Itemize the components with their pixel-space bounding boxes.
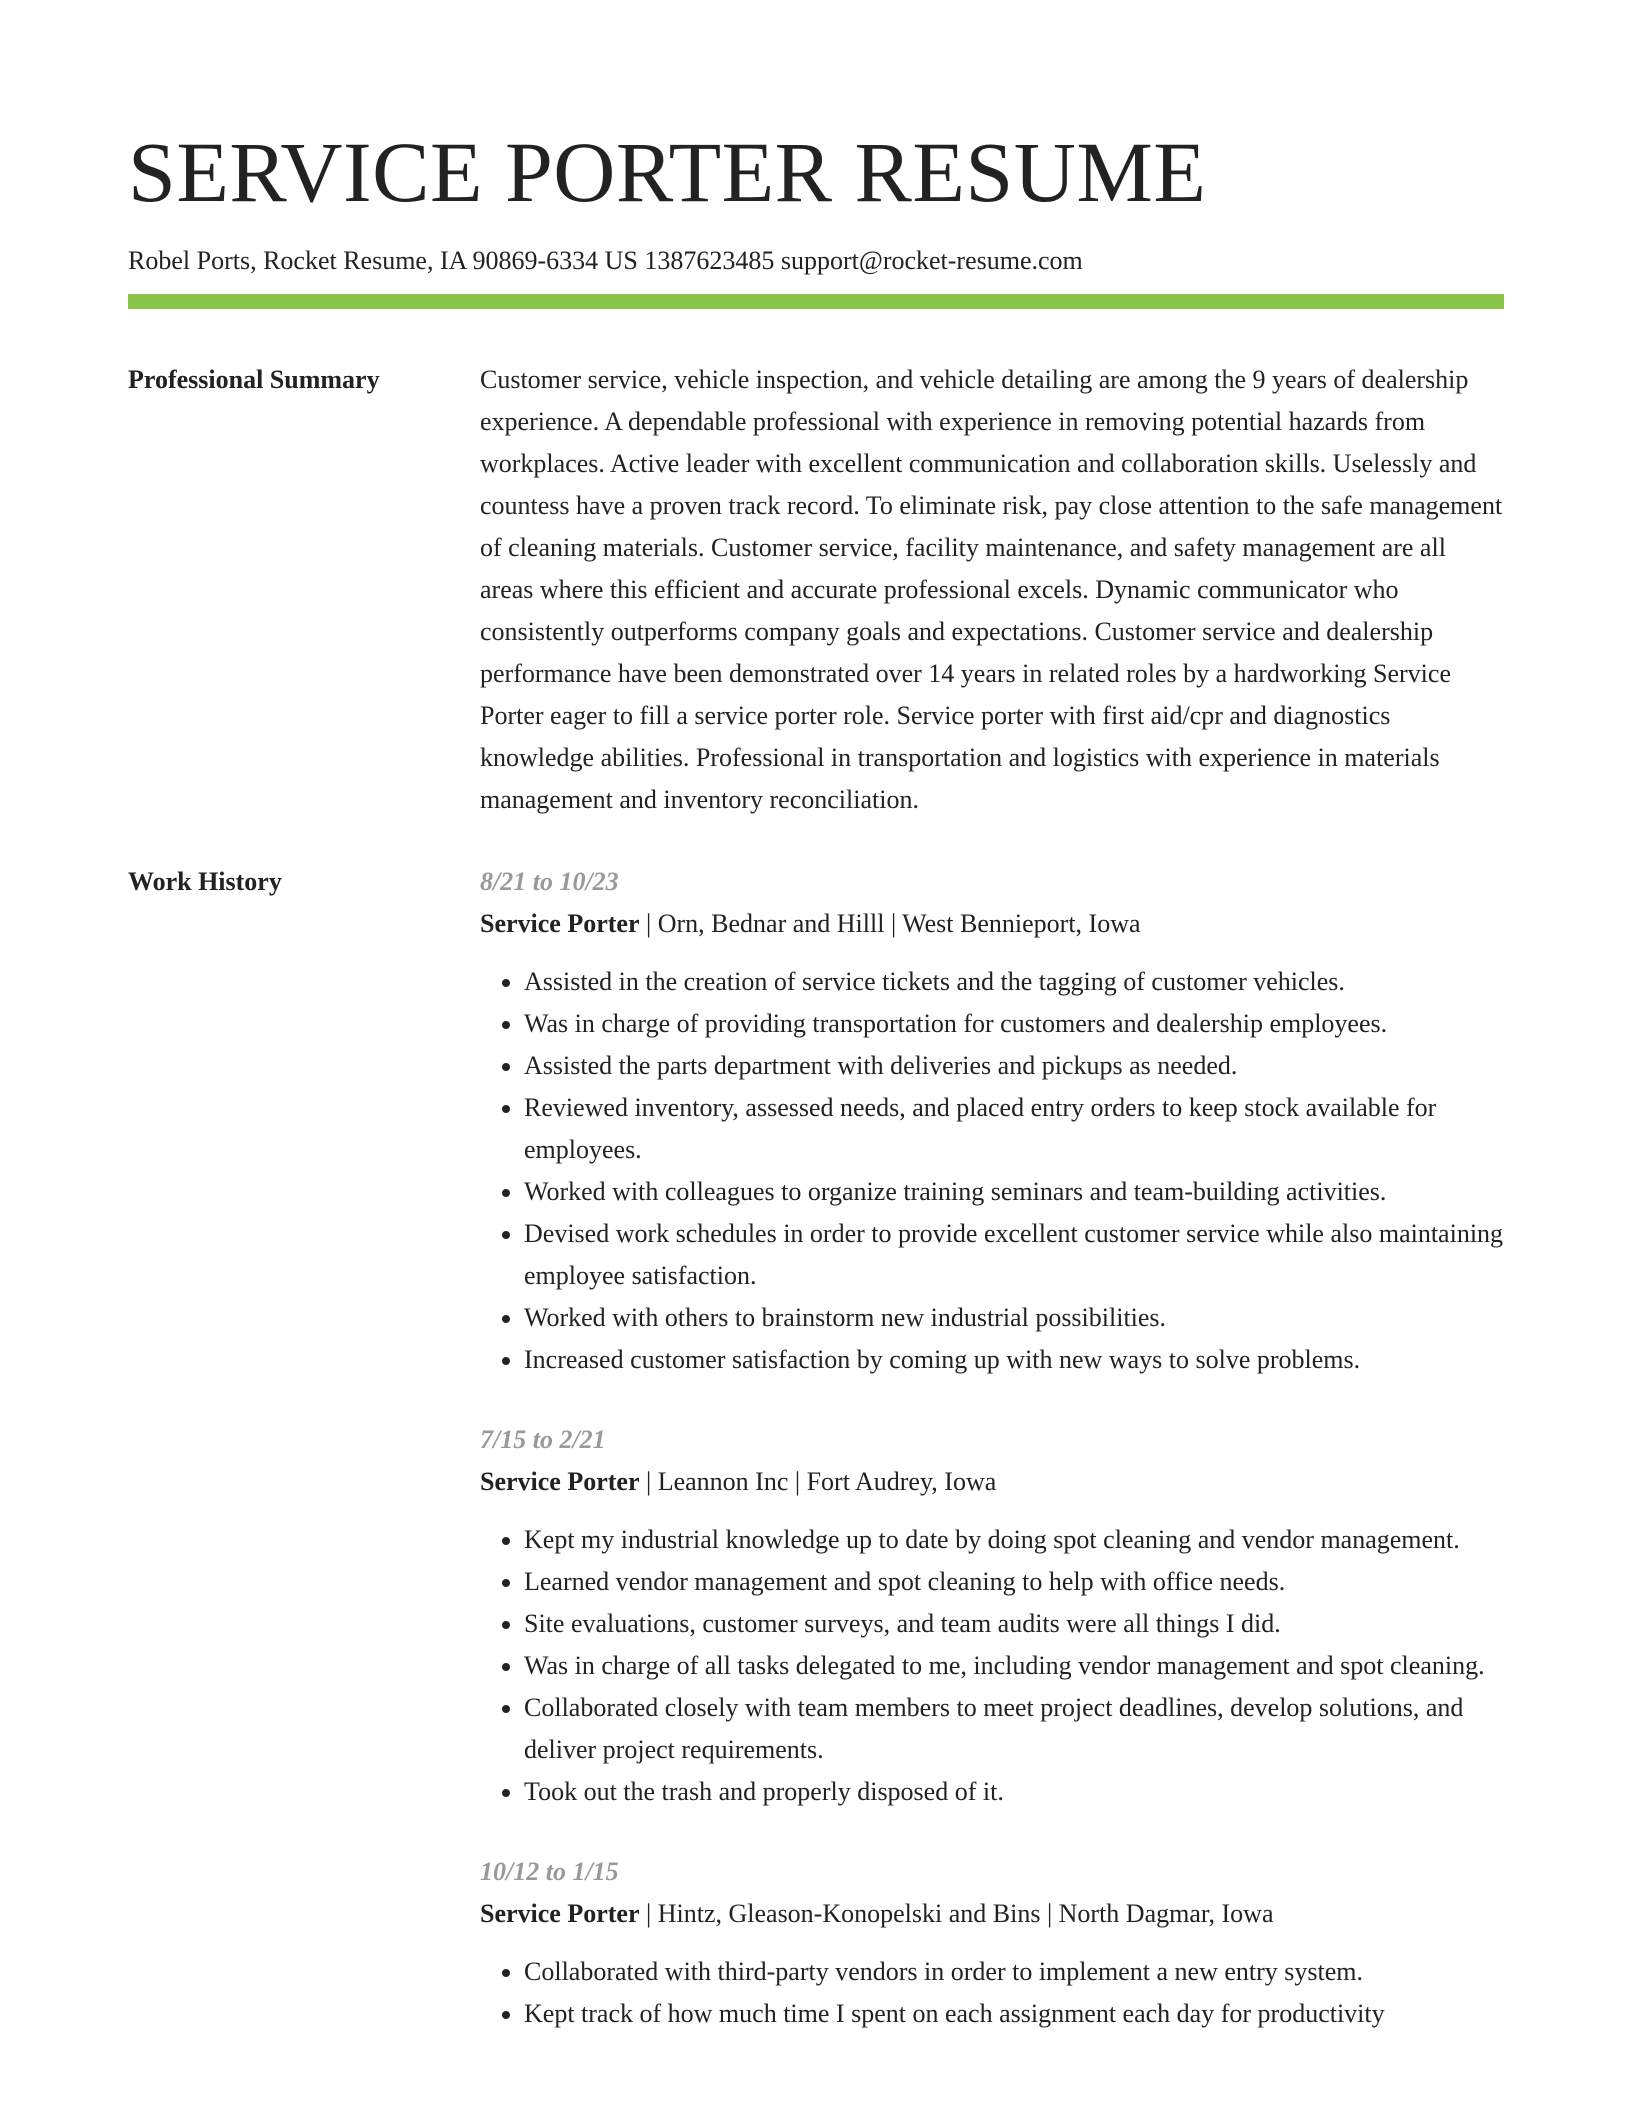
job-bullet-item: • Assisted the parts department with deliveries and pickups as needed.: [524, 1045, 1504, 1087]
job-dates: 8/21 to 10/23: [480, 867, 619, 896]
job-bullet-item: • Reviewed inventory, assessed needs, and placed entry orders to keep stock available for employees.: [524, 1087, 1504, 1171]
job-bullet-item: • Increased customer satisfaction by coming up with new ways to solve problems.: [524, 1339, 1504, 1381]
job-title: Service Porter: [480, 1899, 640, 1928]
section-label-work-history: Work History: [128, 867, 282, 896]
job-bullet-item: • Learned vendor management and spot cleaning to help with office needs.: [524, 1561, 1504, 1603]
job-bullet-item: • Was in charge of all tasks delegated to me, including vendor management and spot cleaning.: [524, 1645, 1504, 1687]
resume-page: [128, 0, 1504, 2073]
job-bullet-item: • Was in charge of providing transportation for customers and dealership employees.: [524, 1003, 1504, 1045]
resume-title: SERVICE PORTER RESUME: [128, 124, 1207, 220]
job-heading: [480, 1461, 1504, 1503]
job-title: Service Porter: [480, 909, 640, 938]
job-heading: [480, 1893, 1504, 1935]
job-bullet-item: • Worked with others to brainstorm new industrial possibilities.: [524, 1297, 1504, 1339]
job-bullet-item: • Collaborated with third-party vendors in order to implement a new entry system.: [524, 1951, 1504, 1993]
job-bullet-list: [480, 1519, 1504, 1813]
job-title: Service Porter: [480, 1467, 640, 1496]
job-entry: [480, 1419, 1504, 1813]
summary-body: [480, 359, 1504, 821]
job-heading: [480, 903, 1504, 945]
job-bullet-item: • Devised work schedules in order to provide excellent customer service while also maintaining employee satisfaction.: [524, 1213, 1504, 1297]
professional-summary-section: [128, 359, 1504, 821]
job-employer-location: | Leannon Inc | Fort Audrey, Iowa: [639, 1467, 997, 1496]
work-history-section: [128, 861, 1504, 2073]
job-bullet-item: • Collaborated closely with team members to meet project deadlines, develop solutions, and deliver project requirements.: [524, 1687, 1504, 1771]
job-dates: 7/15 to 2/21: [480, 1425, 606, 1454]
section-label-summary: Professional Summary: [128, 365, 380, 394]
job-bullet-item: • Kept track of how much time I spent on each assignment each day for productivity: [524, 1993, 1504, 2035]
job-entry: [480, 861, 1504, 1381]
contact-line: Robel Ports, Rocket Resume, IA 90869-6334 US 1387623485 support@rocket-resume.com: [128, 246, 1083, 275]
job-bullet-list: [480, 1951, 1504, 2035]
job-entry: [480, 1851, 1504, 2035]
job-bullet-item: • Worked with colleagues to organize training seminars and team-building activities.: [524, 1171, 1504, 1213]
summary-text: Customer service, vehicle inspection, and vehicle detailing are among the 9 years of dealership experience. A dependable professional with experience in removing potential hazards from workplaces. Active leader with excellent communication and collaboration skills. Uselessly and countess have a proven track record. To eliminate risk, pay close attention to the safe management of cleaning materials. Customer service, facility maintenance, and safety management are all areas where this efficient and accurate professional excels. Dynamic communicator who consistently outperforms company goals and expectations. Customer service and dealership performance have been demonstrated over 14 years in related roles by a hardworking Service Porter eager to fill a service porter role. Service porter with first aid/cpr and diagnostics knowledge abilities. Professional in transportation and logistics with experience in materials management and inventory reconciliation.: [480, 365, 1503, 814]
job-bullet-list: [480, 961, 1504, 1381]
job-bullet-item: • Assisted in the creation of service tickets and the tagging of customer vehicles.: [524, 961, 1504, 1003]
job-dates: 10/12 to 1/15: [480, 1857, 619, 1886]
job-employer-location: | Hintz, Gleason-Konopelski and Bins | North Dagmar, Iowa: [639, 1899, 1274, 1928]
job-bullet-item: • Kept my industrial knowledge up to date by doing spot cleaning and vendor management.: [524, 1519, 1504, 1561]
job-bullet-item: • Took out the trash and properly disposed of it.: [524, 1771, 1504, 1813]
accent-divider: [128, 294, 1504, 309]
job-employer-location: | Orn, Bednar and Hilll | West Bennieport, Iowa: [639, 909, 1141, 938]
job-bullet-item: • Site evaluations, customer surveys, and team audits were all things I did.: [524, 1603, 1504, 1645]
work-history-body: [480, 861, 1504, 2073]
